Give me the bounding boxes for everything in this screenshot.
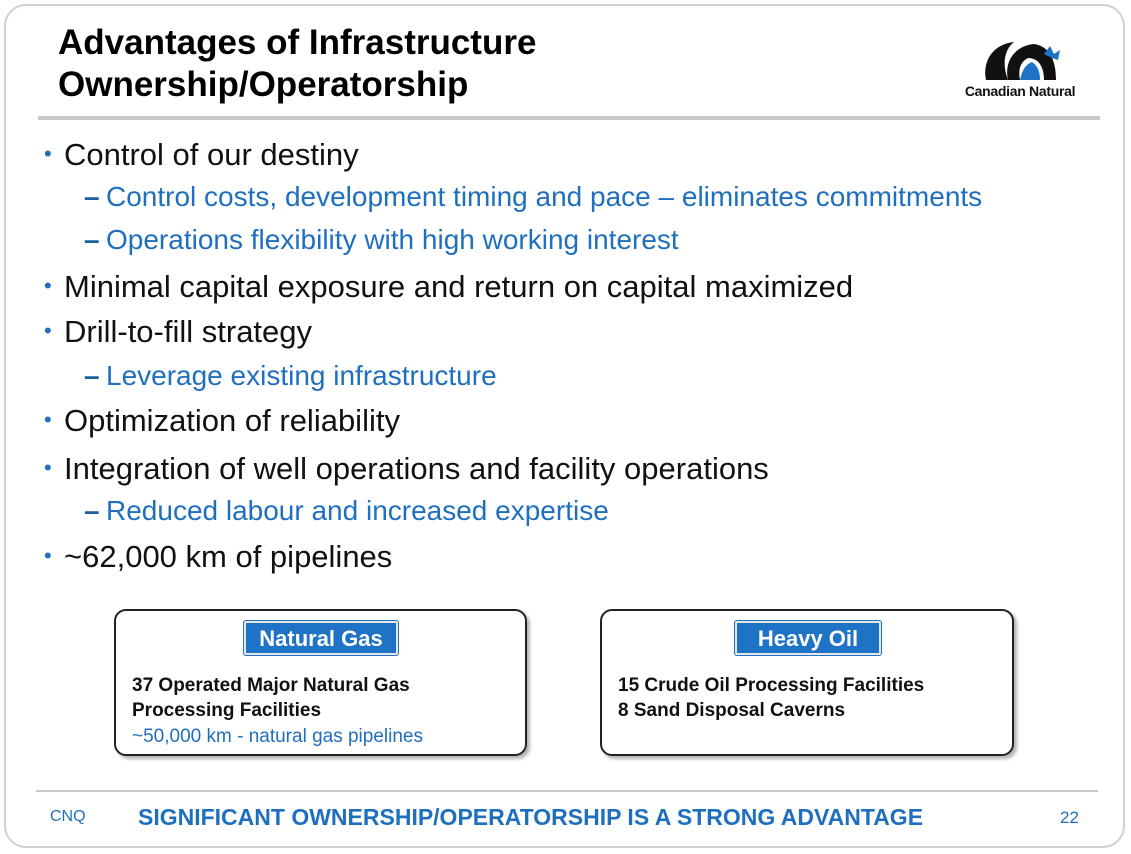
natural-gas-line-1: 37 Operated Major Natural Gas xyxy=(132,675,410,696)
bullet-dot-icon: • xyxy=(44,273,52,298)
dash-icon: – xyxy=(84,360,100,391)
natural-gas-box xyxy=(114,609,527,756)
bullet-text: Integration of well operations and facility operations xyxy=(64,451,769,486)
sub-bullet-text: Operations flexibility with high working interest xyxy=(106,224,679,255)
title-divider xyxy=(38,116,1100,120)
bullet-text: Minimal capital exposure and return on capital maximized xyxy=(64,269,854,304)
bullet-dot-icon: • xyxy=(44,318,52,343)
natural-gas-pipelines: ~50,000 km - natural gas pipelines xyxy=(132,726,423,747)
sub-bullet-text: Reduced labour and increased expertise xyxy=(106,495,609,526)
bullet-item xyxy=(44,268,853,305)
sub-bullet-item xyxy=(84,223,679,257)
dash-icon: – xyxy=(84,224,100,255)
bullet-text: ~62,000 km of pipelines xyxy=(64,539,393,574)
footer-ticker: CNQ xyxy=(50,808,86,825)
bullet-item xyxy=(44,313,312,350)
bullet-item xyxy=(44,402,400,439)
bullet-text: Optimization of reliability xyxy=(64,403,400,438)
natural-gas-badge: Natural Gas xyxy=(244,621,398,655)
heavy-oil-line-2: 8 Sand Disposal Caverns xyxy=(618,700,846,721)
slide-title xyxy=(58,22,758,106)
title-line-1: Advantages of Infrastructure xyxy=(58,23,537,62)
company-logo xyxy=(952,36,1088,102)
footer-divider xyxy=(36,790,1098,792)
bullet-text: Control of our destiny xyxy=(64,137,359,172)
heavy-oil-badge: Heavy Oil xyxy=(735,621,881,655)
sub-bullet-item xyxy=(84,359,497,393)
sub-bullet-text: Control costs, development timing and pace – eliminates commitments xyxy=(106,181,983,212)
bullet-text: Drill-to-fill strategy xyxy=(64,314,313,349)
bullet-item xyxy=(44,538,392,575)
bullet-dot-icon: • xyxy=(44,141,52,166)
bullet-dot-icon: • xyxy=(44,543,52,568)
heavy-oil-line-1: 15 Crude Oil Processing Facilities xyxy=(618,675,925,696)
bullet-item xyxy=(44,450,769,487)
natural-gas-line-2: Processing Facilities xyxy=(132,700,322,721)
dash-icon: – xyxy=(84,495,100,526)
logo-mark-icon xyxy=(952,36,1088,86)
heavy-oil-box xyxy=(600,609,1014,756)
page-number: 22 xyxy=(1060,808,1079,827)
footer-tagline: SIGNIFICANT OWNERSHIP/OPERATORSHIP IS A STRONG ADVANTAGE xyxy=(138,804,924,830)
logo-text: Canadian Natural xyxy=(964,83,1076,99)
title-line-2: Ownership/Operatorship xyxy=(58,65,469,104)
bullet-item xyxy=(44,136,359,173)
sub-bullet-item xyxy=(84,494,609,528)
sub-bullet-item xyxy=(84,180,982,214)
bullet-dot-icon: • xyxy=(44,407,52,432)
bullet-dot-icon: • xyxy=(44,455,52,480)
dash-icon: – xyxy=(84,181,100,212)
sub-bullet-text: Leverage existing infrastructure xyxy=(106,360,497,391)
